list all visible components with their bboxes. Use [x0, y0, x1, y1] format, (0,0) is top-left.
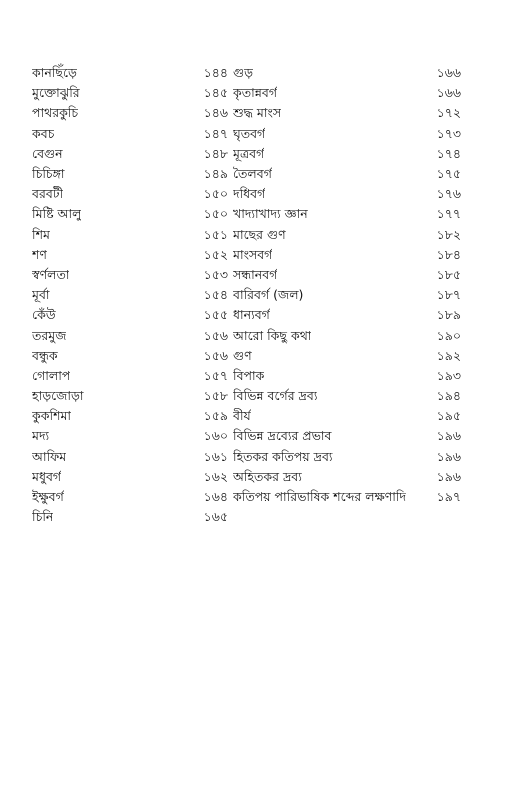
- toc-entry-title: মদ্য: [32, 428, 50, 444]
- toc-entry-page: ১৪৫: [203, 85, 228, 101]
- toc-entry-page: ১৪৯: [203, 166, 228, 182]
- toc-entry-page: ১৯৬: [436, 468, 461, 484]
- toc-entry-page: ১৬১: [203, 448, 228, 464]
- toc-entry-title: মিষ্টি আলু: [32, 206, 82, 222]
- toc-entry: [32, 305, 228, 325]
- toc-entry-title: মূর্বা: [32, 287, 50, 303]
- toc-entry: [32, 346, 228, 366]
- toc-entry-title: শুদ্ধ মাংস: [233, 105, 282, 121]
- toc-entry-page: ১৪৬: [203, 105, 228, 121]
- toc-entry-page: ১৯০: [436, 327, 461, 343]
- toc-entry-page: ১৫৪: [203, 287, 228, 303]
- toc-entry: [233, 225, 461, 245]
- toc-entry-page: ১৭৭: [436, 206, 461, 222]
- toc-entry: [32, 325, 228, 345]
- toc-entry-title: গুণ: [233, 347, 252, 363]
- toc-entry: [233, 124, 461, 144]
- toc-entry-title: মুক্তোঝুরি: [32, 85, 80, 101]
- toc-entry: [32, 144, 228, 164]
- toc-entry: [233, 184, 461, 204]
- toc-entry-title: বিপাক: [233, 367, 265, 383]
- toc-entry-page: ১৪৮: [203, 145, 228, 161]
- toc-entry-title: মাংসবর্গ: [233, 246, 273, 262]
- toc-entry-page: ১৫১: [203, 226, 228, 242]
- toc-left-column: [32, 63, 228, 527]
- toc-entry: [32, 124, 228, 144]
- toc-entry: [233, 164, 461, 184]
- toc-entry: [32, 507, 228, 527]
- toc-entry: [233, 83, 461, 103]
- toc-entry-title: মধুবর্গ: [32, 468, 62, 484]
- toc-entry: [32, 487, 228, 507]
- toc-entry: [233, 245, 461, 265]
- toc-entry-title: পাথরকুচি: [32, 105, 79, 121]
- toc-entry-page: ১৫০: [203, 186, 228, 202]
- toc-entry-title: সন্ধানবর্গ: [233, 266, 278, 282]
- toc-entry: [233, 285, 461, 305]
- toc-entry-page: ১৮৪: [436, 246, 461, 262]
- toc-entry-page: ১৮৫: [436, 266, 461, 282]
- toc-entry-title: আফিম: [32, 448, 67, 464]
- toc-entry: [32, 386, 228, 406]
- toc-entry: [32, 285, 228, 305]
- toc-entry-page: ১৭৬: [436, 186, 461, 202]
- toc-entry-title: ইক্ষুবর্গ: [32, 489, 64, 505]
- toc-entry: [32, 245, 228, 265]
- toc-entry-title: কেঁউ: [32, 307, 56, 323]
- toc-entry-page: ১৯৭: [436, 489, 461, 505]
- toc-entry-page: ১৫২: [203, 246, 228, 262]
- toc-entry-title: তরমুজ: [32, 327, 67, 343]
- toc-right-column: [233, 63, 461, 507]
- toc-entry: [233, 346, 461, 366]
- toc-entry: [233, 63, 461, 83]
- toc-entry-page: ১৫৮: [203, 388, 228, 404]
- toc-entry: [233, 406, 461, 426]
- toc-entry: [32, 406, 228, 426]
- toc-entry: [32, 103, 228, 123]
- toc-entry-title: বীর্য: [233, 408, 251, 424]
- toc-entry-page: ১৬৫: [203, 509, 228, 525]
- toc-entry-page: ১৬৬: [436, 85, 461, 101]
- toc-entry: [32, 204, 228, 224]
- toc-entry-title: মূত্রবর্গ: [233, 145, 265, 161]
- toc-entry-title: হিতকর কতিপয় দ্রব্য: [233, 448, 333, 464]
- toc-entry-page: ১৬২: [203, 468, 228, 484]
- toc-entry: [233, 386, 461, 406]
- toc-entry: [32, 164, 228, 184]
- toc-entry: [32, 184, 228, 204]
- toc-entry: [233, 467, 461, 487]
- toc-entry-title: হাড়জোড়া: [32, 388, 84, 404]
- toc-entry: [32, 63, 228, 83]
- toc-entry: [32, 426, 228, 446]
- toc-entry-page: ১৬৪: [203, 489, 228, 505]
- toc-entry-title: কুকশিমা: [32, 408, 72, 424]
- toc-entry-page: ১৯৪: [436, 388, 461, 404]
- toc-entry-title: দধিবর্গ: [233, 186, 266, 202]
- toc-entry: [233, 487, 461, 507]
- toc-entry-title: বারিবর্গ (জল): [233, 287, 304, 303]
- toc-entry-title: বরবটী: [32, 186, 64, 202]
- toc-entry-page: ১৯৫: [436, 408, 461, 424]
- toc-entry-page: ১৯৬: [436, 428, 461, 444]
- toc-entry-title: তৈলবর্গ: [233, 166, 272, 182]
- toc-entry: [32, 225, 228, 245]
- toc-entry-page: ১৯৩: [436, 367, 461, 383]
- toc-entry-page: ১৫৬: [203, 327, 228, 343]
- toc-entry-page: ১৭৫: [436, 166, 461, 182]
- toc-entry-page: ১৭৩: [436, 125, 461, 141]
- toc-entry: [233, 265, 461, 285]
- toc-entry: [32, 467, 228, 487]
- toc-entry-title: বিভিন্ন বর্গের দ্রব্য: [233, 388, 318, 404]
- toc-entry: [32, 265, 228, 285]
- toc-entry-title: শণ: [32, 246, 47, 262]
- toc-entry-page: ১৫৩: [203, 266, 228, 282]
- toc-entry-title: গোলাপ: [32, 367, 71, 383]
- toc-entry-page: ১৭৪: [436, 145, 461, 161]
- toc-entry: [233, 325, 461, 345]
- toc-entry-title: কতিপয় পারিভাষিক শব্দের লক্ষণাদি: [233, 489, 407, 505]
- toc-entry-page: ১৬৬: [436, 65, 461, 81]
- toc-entry: [233, 426, 461, 446]
- toc-entry: [32, 447, 228, 467]
- toc-entry-page: ১৫৫: [203, 307, 228, 323]
- toc-entry-title: চিনি: [32, 509, 54, 525]
- toc-entry-page: ১৫৯: [203, 408, 228, 424]
- toc-entry: [233, 103, 461, 123]
- toc-entry-page: ১৪৭: [203, 125, 228, 141]
- toc-entry: [233, 204, 461, 224]
- toc-entry-title: ঘৃতবর্গ: [233, 125, 266, 141]
- toc-entry: [233, 305, 461, 325]
- toc-entry-title: ধান্যবর্গ: [233, 307, 270, 323]
- toc-entry-page: ১৯৬: [436, 448, 461, 464]
- toc-entry-title: কৃতান্নবর্গ: [233, 85, 278, 101]
- toc-entry-page: ১৪৪: [203, 65, 228, 81]
- toc-entry: [32, 83, 228, 103]
- toc-entry-page: ১৮৯: [436, 307, 461, 323]
- toc-entry-page: ১৮২: [436, 226, 461, 242]
- toc-entry-page: ১৭২: [436, 105, 461, 121]
- toc-entry-title: স্বর্ণলতা: [32, 266, 70, 282]
- toc-entry-title: বন্ধুক: [32, 347, 58, 363]
- toc-entry-page: ১৯২: [436, 347, 461, 363]
- toc-entry-title: মাছের গুণ: [233, 226, 286, 242]
- toc-entry-title: বিভিন্ন দ্রব্যের প্রভাব: [233, 428, 332, 444]
- toc-entry-title: চিচিঙ্গা: [32, 166, 65, 182]
- toc-entry-page: ১৫০: [203, 206, 228, 222]
- toc-entry-title: কানছিঁড়ে: [32, 65, 77, 81]
- toc-entry-page: ১৫৬: [203, 347, 228, 363]
- toc-entry-title: কবচ: [32, 125, 55, 141]
- toc-entry: [233, 447, 461, 467]
- toc-entry-title: খাদ্যাখাদ্য জ্ঞান: [233, 206, 308, 222]
- toc-entry-title: গুড়: [233, 65, 254, 81]
- toc-entry: [233, 366, 461, 386]
- toc-entry-title: শিম: [32, 226, 50, 242]
- toc-entry-title: আরো কিছু কথা: [233, 327, 312, 343]
- toc-entry-page: ১৫৭: [203, 367, 228, 383]
- toc-entry-title: অহিতকর দ্রব্য: [233, 468, 302, 484]
- toc-entry-page: ১৮৭: [436, 287, 461, 303]
- toc-entry: [32, 366, 228, 386]
- toc-entry: [233, 144, 461, 164]
- toc-entry-title: বেগুন: [32, 145, 63, 161]
- toc-entry-page: ১৬০: [203, 428, 228, 444]
